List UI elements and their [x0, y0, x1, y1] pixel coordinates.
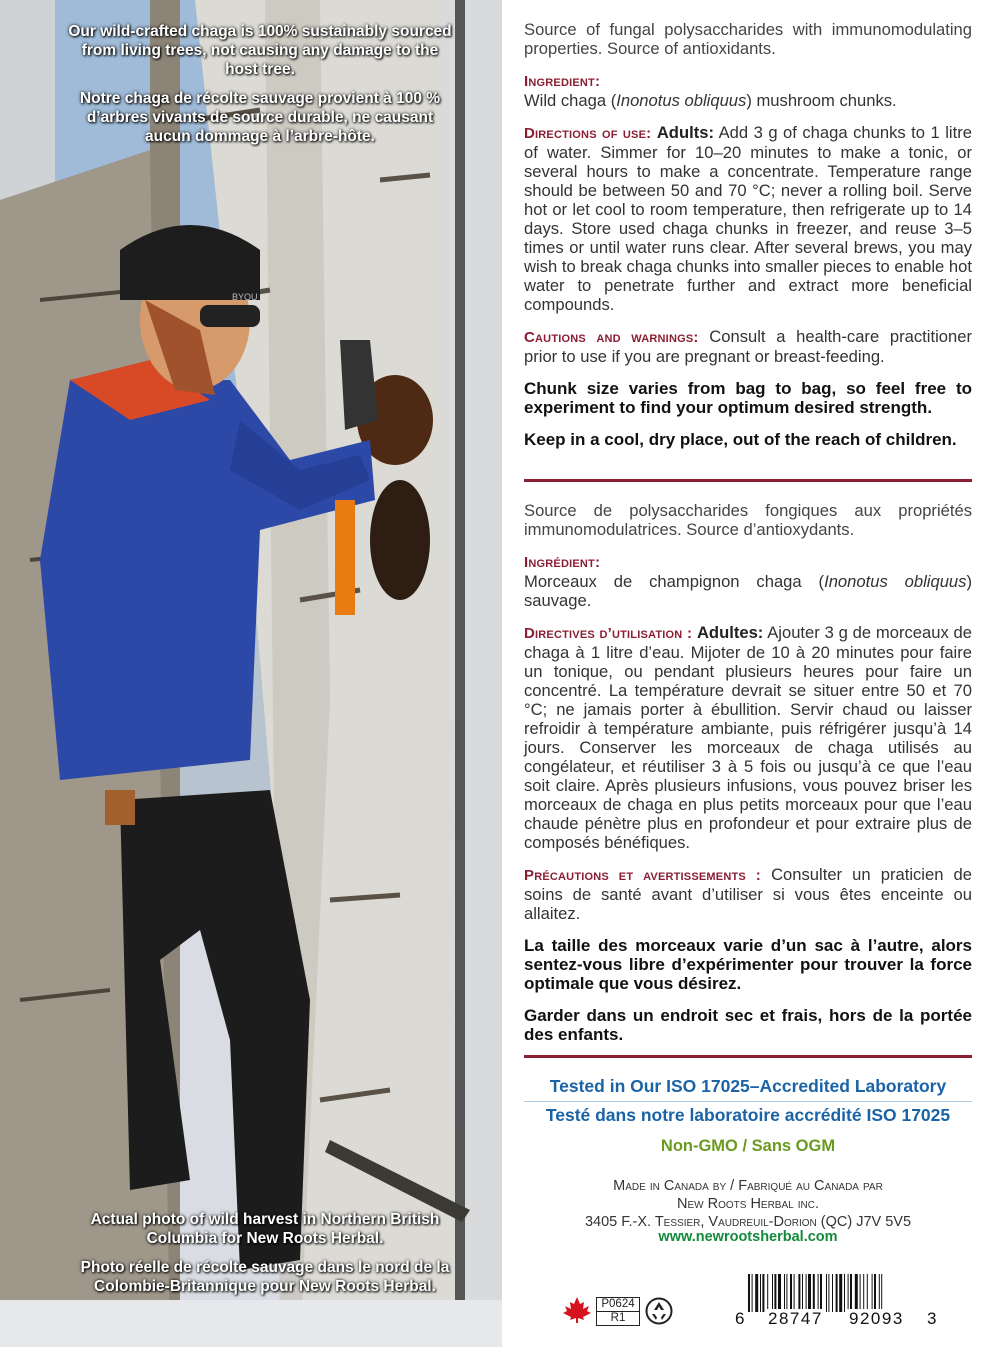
- fr-ingredient-heading: Ingrédient:: [524, 554, 601, 571]
- barcode-bar: [808, 1274, 811, 1312]
- barcode-bar: [794, 1274, 795, 1312]
- fr-directions-text: Ajouter 3 g de morceaux de chaga à 1 litre d’eau. Mijoter de 10 à 20 minutes pour faire un tonique, ou pendant plusieurs heures pour faire un concentré. La température devrait se situer entre 50 et 70 °C; ne jamais porter à ébullition. Servir chaud ou laisser refroidir à température ambiante, puis réfrigérer jusqu’à 14 jours. Conserver les morceaux de chaga utilisés au congélateur, et réutiliser 3 à 5 fois ou jusqu’à ce que l’eau soit claire. Après plusieurs infusions, vous pouvez briser les morceaux de chaga en plus petits morceaux pour que l’eau chaude pénètre plus en profondeur et pour extraire plus de composés bénéfiques.: [524, 623, 972, 852]
- barcode-bar: [784, 1274, 785, 1312]
- fr-directions: [524, 623, 972, 852]
- en-ingredient: [524, 71, 972, 110]
- barcode-bar: [820, 1274, 822, 1312]
- barcode-bar: [762, 1274, 764, 1312]
- barcode-bar: [844, 1274, 845, 1312]
- caption-top-en: Our wild-crafted chaga is 100% sustainably sourced from living trees, not causing any damage to the host tree.: [68, 23, 452, 78]
- recycle-icon: [645, 1297, 673, 1325]
- en-intro: Source of fungal polysaccharides with immunomodulating properties. Source of antioxidants.: [524, 20, 972, 58]
- lab-tested-en: Tested in Our ISO 17025–Accredited Laboratory: [549, 1076, 947, 1096]
- non-gmo-label: Non-GMO / Sans OGM: [660, 1137, 836, 1155]
- hat-logo-text: BYOU: [232, 292, 258, 302]
- section-divider-top: [524, 479, 972, 482]
- barcode-bar: [832, 1274, 833, 1312]
- barcode-bar: [774, 1274, 776, 1312]
- maple-leaf-icon: [562, 1296, 592, 1324]
- en-cautions-text: Consult a health-care practitioner prior to use if you are pregnant or breast-feeding.: [524, 327, 972, 366]
- en-cautions: [524, 327, 972, 366]
- barcode-bar: [839, 1274, 842, 1312]
- barcode-digit-first: 6: [735, 1309, 746, 1328]
- en-ingredient-text: Wild chaga (: [524, 91, 617, 110]
- en-directions-text: Add 3 g of chaga chunks to 1 litre of water. Simmer for 10–20 minutes to make a tonic, or several hours to make a concentrate. Temperature range should be between 50 and 70 °C; never a rolling boil. Serve hot or let cool to room temperature, then refrigerate up to 14 days. Store used chaga chunks in freezer, and reuse 3–5 times or until water runs clear. After several brews, you may wish to break chaga chunks into smaller pieces to enable hot water to penetrate further and extract more beneficial compounds.: [524, 123, 972, 314]
- caption-top-fr: Notre chaga de récolte sauvage provient à 100 % d’arbres vivants de source durable, ne causant aucun dommage à l’arbre-hôte.: [79, 90, 441, 145]
- en-ingredient-heading: Ingredient:: [524, 73, 601, 90]
- barcode-bar: [786, 1274, 787, 1312]
- en-ingredient-text-end: ) mushroom chunks.: [746, 91, 897, 110]
- barcode-bar: [881, 1274, 882, 1312]
- fr-ingredient-text-end: ) sauvage.: [524, 572, 972, 610]
- fr-ingredient-latin: Inonotus obliquus: [824, 572, 967, 591]
- lab-divider: [524, 1101, 972, 1102]
- barcode-bar: [752, 1274, 753, 1312]
- photo-caption-bottom: [55, 1210, 475, 1306]
- en-chunk-note: Chunk size varies from bag to bag, so feel free to experiment to find your optimum desired strength.: [524, 379, 972, 417]
- barcode-bar: [778, 1274, 781, 1312]
- revision-code: R1: [597, 1311, 639, 1325]
- company-address: 3405 F.-X. Tessier, Vaudreuil-Dorion (QC) J7V 5V5: [584, 1214, 912, 1230]
- barcode-bar: [850, 1274, 852, 1312]
- barcode-bar: [855, 1274, 858, 1312]
- en-storage: Keep in a cool, dry place, out of the reach of children.: [524, 430, 957, 449]
- company-name: New Roots Herbal inc.: [677, 1196, 819, 1212]
- barcode-bar: [863, 1274, 864, 1312]
- fr-cautions-heading: Précautions et avertissements :: [524, 867, 761, 884]
- barcode-bar: [755, 1274, 758, 1312]
- photo-caption-top: [65, 22, 455, 156]
- barcode-bar: [848, 1274, 849, 1312]
- barcode-bar: [879, 1274, 880, 1312]
- fr-storage: Garder dans un endroit sec et frais, hors de la portée des enfants.: [524, 1006, 972, 1044]
- barcode-bar: [826, 1274, 827, 1312]
- fr-cautions: [524, 865, 972, 923]
- barcode-bar: [872, 1274, 873, 1312]
- barcode-bar: [818, 1274, 819, 1312]
- barcode-digits-left: 28747: [768, 1309, 823, 1328]
- barcode-digit-last: 3: [927, 1309, 938, 1328]
- manufacturer-info: [524, 1177, 972, 1231]
- barcode-bar: [828, 1274, 829, 1312]
- lab-tested-fr: Testé dans notre laboratoire accrédité ISO 17025: [545, 1105, 951, 1125]
- fr-directions-heading: Directives d’utilisation :: [524, 625, 693, 642]
- barcode-bar: [802, 1274, 803, 1312]
- website-link[interactable]: www.newrootsherbal.com: [658, 1229, 838, 1245]
- fr-intro: Source de polysaccharides fongiques aux propriétés immunomodulatrices. Source d’antioxydants.: [524, 501, 972, 539]
- fr-cautions-text: Consulter un praticien de soins de santé avant d’utiliser si vous êtes enceinte ou allaitez.: [524, 865, 972, 923]
- barcode-bar: [767, 1274, 768, 1312]
- english-section: [524, 20, 972, 462]
- en-cautions-heading: Cautions and warnings:: [524, 329, 699, 346]
- barcode-bar: [860, 1274, 861, 1312]
- french-section: [524, 501, 972, 1057]
- caption-bottom-fr: Photo réelle de récolte sauvage dans le nord de la Colombie-Britannique pour New Roots Herbal.: [80, 1259, 450, 1295]
- barcode-bar: [874, 1274, 876, 1312]
- product-code-box: [596, 1297, 640, 1326]
- barcode-bar: [772, 1274, 773, 1312]
- caption-bottom-en: Actual photo of wild harvest in Northern British Columbia for New Roots Herbal.: [90, 1211, 440, 1247]
- barcode-bar: [806, 1274, 807, 1312]
- barcode: [746, 1274, 928, 1312]
- barcode-bar: [867, 1274, 868, 1312]
- barcode-digits-right: 92093: [849, 1309, 904, 1328]
- en-directions-lead: Adults:: [656, 123, 714, 142]
- made-in-line: Made in Canada by / Fabriqué au Canada par: [613, 1178, 883, 1194]
- section-divider-bottom: [524, 1055, 972, 1058]
- barcode-bar: [836, 1274, 838, 1312]
- barcode-bar: [790, 1274, 792, 1312]
- fr-ingredient-text: Morceaux de champignon chaga (: [524, 572, 825, 591]
- en-ingredient-latin: Inonotus obliquus: [616, 91, 747, 110]
- en-directions: [524, 123, 972, 314]
- fr-directions-lead: Adultes:: [696, 623, 764, 642]
- barcode-bar: [798, 1274, 800, 1312]
- product-code: P0624: [601, 1298, 635, 1310]
- barcode-bar: [813, 1274, 815, 1312]
- fr-chunk-note: La taille des morceaux varie d’un sac à l’autre, alors sentez-vous libre d’expérimenter pour trouver la force optimale que vous désirez.: [524, 936, 972, 993]
- en-directions-heading: Directions of use:: [524, 125, 652, 142]
- barcode-bar: [760, 1274, 761, 1312]
- barcode-bar: [748, 1274, 750, 1312]
- fr-ingredient: [524, 552, 972, 610]
